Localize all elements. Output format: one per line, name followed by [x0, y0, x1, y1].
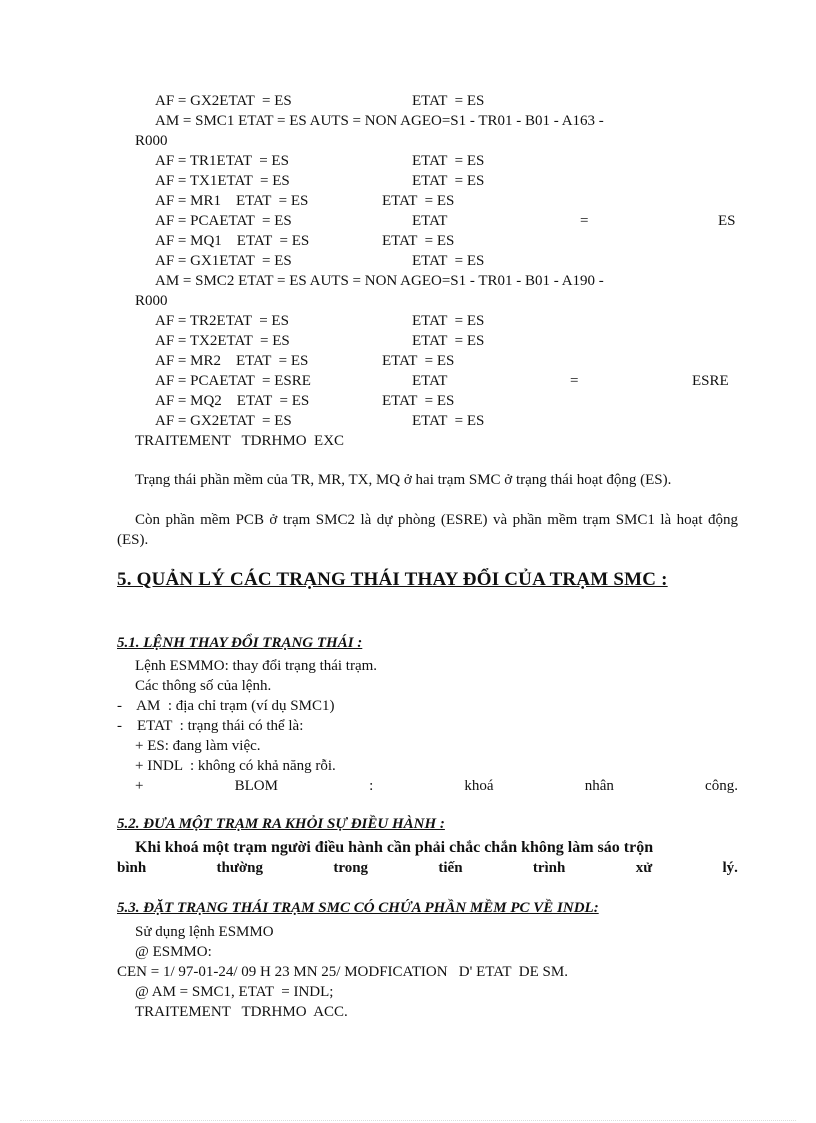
code-line-5: AF = TX1ETAT = ES ETAT = ES: [155, 173, 485, 189]
heading-section-5-3: 5.3. ĐẶT TRẠNG THÁI TRẠM SMC CÓ CHỨA PHẦN MỀM PC VỀ INDL:: [117, 900, 599, 916]
code-line-14: AF = MR2 ETAT = ES ETAT = ES: [155, 353, 455, 369]
text-traitement-acc: TRAITEMENT TDRHMO ACC.: [135, 1004, 348, 1020]
text-parameters: Các thông số của lệnh.: [135, 678, 272, 694]
text-lock-station: Khi khoá một trạm người điều hành cần phải chắc chắn không làm sáo trộn: [135, 839, 654, 856]
code-line-1: AF = GX2ETAT = ES ETAT = ES: [155, 93, 485, 109]
heading-section-5: 5. QUẢN LÝ CÁC TRẠNG THÁI THAY ĐỔI CỦA TRẠM SMC :: [117, 569, 668, 590]
code-line-18: TRAITEMENT TDRHMO EXC: [135, 433, 345, 449]
code-line-11: R000: [135, 293, 168, 309]
code-line-12: AF = TR2ETAT = ES ETAT = ES: [155, 313, 485, 329]
code-line-17: AF = GX2ETAT = ES ETAT = ES: [155, 413, 485, 429]
code-line-13: AF = TX2ETAT = ES ETAT = ES: [155, 333, 485, 349]
text-use-esmmo: Sử dụng lệnh ESMMO: [135, 924, 274, 940]
text-cen-line: CEN = 1/ 97-01-24/ 09 H 23 MN 25/ MODFICATION D' ETAT DE SM.: [117, 964, 568, 980]
code-line-2: AM = SMC1 ETAT = ES AUTS = NON AGEO=S1 - TR01 - B01 - A163 -: [155, 113, 604, 129]
list-item-am: - AM : địa chỉ trạm (ví dụ SMC1): [117, 698, 335, 714]
list-item-indl: + INDL : không có khả năng rỗi.: [135, 758, 336, 774]
footer-divider: [20, 1120, 796, 1121]
code-line-3: R000: [135, 133, 168, 149]
list-item-es: + ES: đang làm việc.: [135, 738, 261, 754]
code-line-8: AF = MQ1 ETAT = ES ETAT = ES: [155, 233, 455, 249]
text-esmmo-command: Lệnh ESMMO: thay đổi trạng thái trạm.: [135, 658, 378, 674]
code-line-6: AF = MR1 ETAT = ES ETAT = ES: [155, 193, 455, 209]
text-am-indl: @ AM = SMC1, ETAT = INDL;: [135, 984, 334, 1000]
code-line-7: AF = PCAETAT = ES ETAT = ES: [155, 213, 736, 229]
code-line-15: AF = PCAETAT = ESRE ETAT = ESRE: [155, 373, 729, 389]
list-item-blom: + BLOM : khoá nhân công.: [135, 778, 738, 794]
text-esmmo-prompt: @ ESMMO:: [135, 944, 212, 960]
text-lock-station-cont: bình thường trong tiến trình xử lý.: [117, 860, 738, 876]
paragraph-pcb: Còn phần mềm PCB ở trạm SMC2 là dự phòng (ESRE) và phần mềm trạm SMC1 là hoạt động (ES).: [117, 512, 738, 548]
heading-section-5-1: 5.1. LỆNH THAY ĐỔI TRẠNG THÁI :: [117, 635, 363, 651]
code-line-10: AM = SMC2 ETAT = ES AUTS = NON AGEO=S1 - TR01 - B01 - A190 -: [155, 273, 604, 289]
paragraph-status: Trạng thái phần mềm của TR, MR, TX, MQ ở hai trạm SMC ở trạng thái hoạt động (ES).: [135, 472, 672, 488]
heading-section-5-2: 5.2. ĐƯA MỘT TRẠM RA KHỎI SỰ ĐIỀU HÀNH :: [117, 816, 445, 832]
code-line-4: AF = TR1ETAT = ES ETAT = ES: [155, 153, 485, 169]
code-line-9: AF = GX1ETAT = ES ETAT = ES: [155, 253, 485, 269]
code-line-16: AF = MQ2 ETAT = ES ETAT = ES: [155, 393, 455, 409]
list-item-etat: - ETAT : trạng thái có thể là:: [117, 718, 304, 734]
